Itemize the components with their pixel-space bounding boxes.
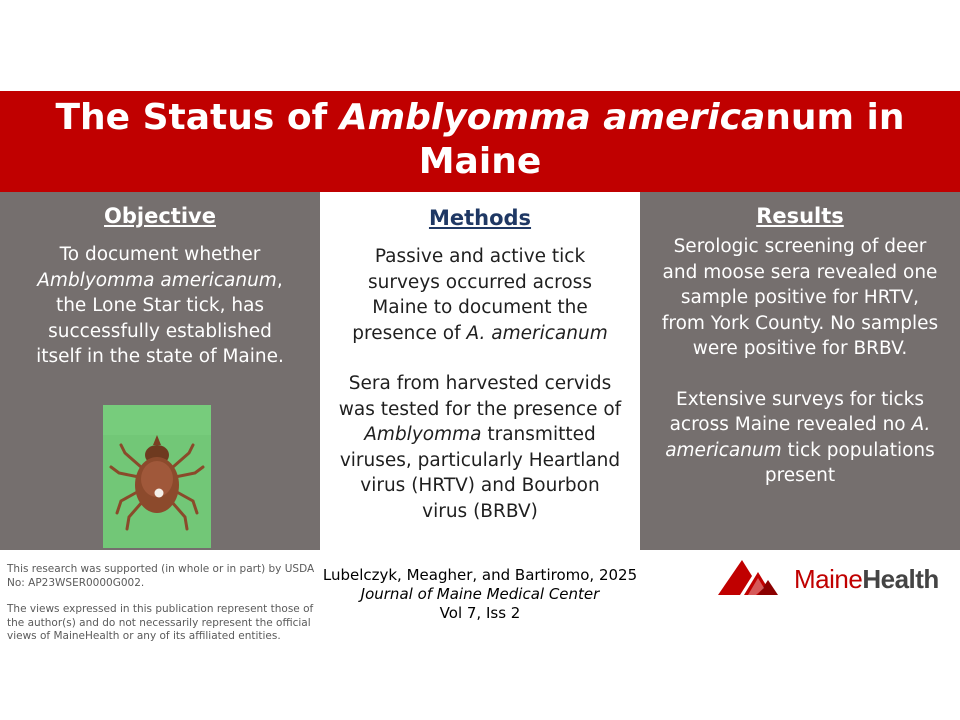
title-italic: Amblyomma america [339,97,766,138]
methods-heading: Methods [428,206,532,230]
objective-text-2: , the Lone Star tick, has successfully established itself in the state of Maine. [36,269,284,367]
results-heading: Results [756,204,844,228]
methods-paragraph-2 [338,371,622,524]
disclaimer-statement: The views expressed in this publication represent those of the author(s) and do not necessarily represent the official views of MaineHealth or any of its affiliated entities. [7,603,314,642]
page-title-line2: Maine [418,141,542,182]
results-paragraph-1: Serologic screening of deer and moose sera revealed one sample positive for HRTV, from York County. No samples were positive for BRBV. [661,236,939,359]
citation-authors: Lubelczyk, Meagher, and Bartiromo, 2025 [322,566,638,584]
paragraph-gap [658,362,942,387]
title-banner [0,91,960,192]
results-panel [640,192,960,550]
title-part2: num in [765,97,905,138]
citation-block [322,566,638,623]
objective-text [30,242,290,370]
page-title [0,96,960,140]
objective-species: Amblyomma americanum [37,269,277,291]
tick-illustration [103,405,211,548]
methods-text [338,244,622,524]
results-paragraph-2 [658,387,942,489]
results-text [658,234,942,489]
methods-p1-species: A. americanum [466,322,608,344]
results-p2-species: A. americanum [665,414,931,461]
title-part1: The Status of [55,97,340,138]
funding-statement: This research was supported (in whole or in part) by USDA No: AP23WSER0000G002. [7,563,315,589]
methods-p1-text: Passive and active tick surveys occurred across Maine to document the presence of [352,246,592,344]
logo-maine: Maine [794,564,863,594]
citation-volume: Vol 7, Iss 2 [439,604,521,622]
citation-journal: Journal of Maine Medical Center [360,585,600,603]
methods-panel [320,192,640,550]
tick-photo [103,405,211,548]
logo-wordmark [794,564,939,594]
methods-p2-genus: Amblyomma [364,424,482,445]
results-p2-text-end: tick populations present [764,439,935,486]
objective-heading: Objective [104,204,216,228]
paragraph-gap [7,590,325,603]
methods-p2-text: Sera from harvested cervids was tested for the presence of [338,373,622,420]
logo-health: Health [862,564,939,594]
mountain-logo-icon [718,558,792,598]
objective-text-1: To document whether [59,244,261,265]
funding-footnote [7,563,325,644]
methods-p2-text-end: transmitted viruses, particularly Heartland virus (HRTV) and Bourbon virus (BRBV) [339,424,621,522]
paragraph-gap [338,346,622,371]
methods-paragraph-1 [338,244,622,346]
results-p2-text: Extensive surveys for ticks across Maine revealed no [669,388,924,435]
mainehealth-logo [718,558,958,598]
